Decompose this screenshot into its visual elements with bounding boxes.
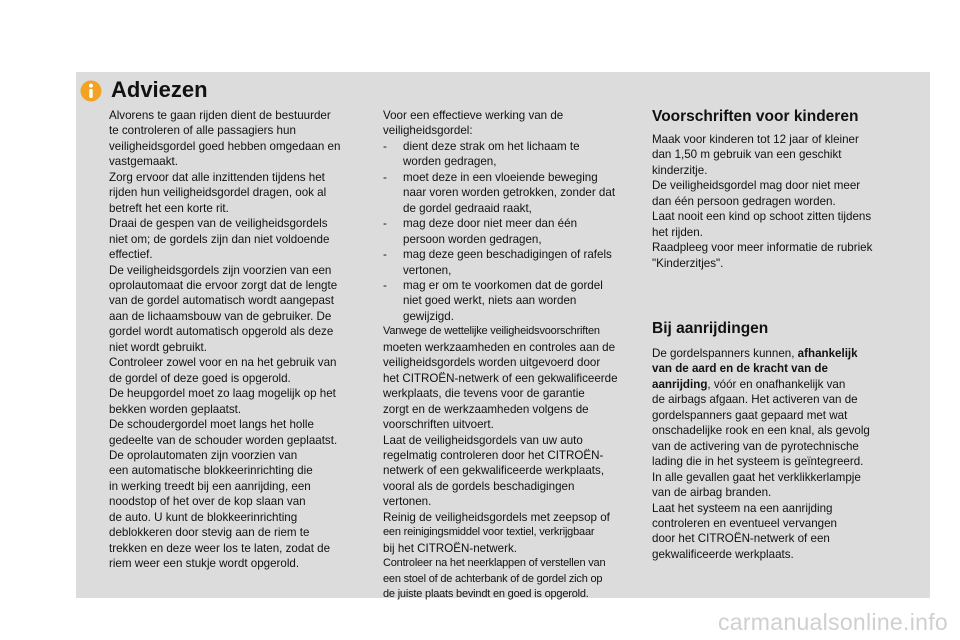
column-effective-use [383, 108, 639, 603]
text-line: vertonen. [383, 495, 432, 509]
section-title-collisions: Bij aanrijdingen [652, 320, 769, 337]
text-line: niet wordt gebruikt. [109, 340, 207, 354]
text-line: Zorg ervoor dat alle inzittenden tijdens het [109, 170, 325, 184]
text-line: veiligheidsgordel: [383, 124, 473, 138]
text-line: mag deze door niet meer dan één [403, 217, 578, 231]
text-line: het rijden. [652, 225, 703, 239]
text-line: netwerk of een gekwalificeerde werkplaats, [383, 464, 605, 478]
text-line: regelmatig controleren door het CITROËN- [383, 448, 604, 462]
text-line: lading die in het systeem is geïntegreerd. [652, 455, 864, 469]
text-line: moet deze in een vloeiende beweging [403, 170, 598, 184]
column-general-advice [109, 108, 371, 572]
text-line: de auto. U kunt de blokkeerinrichting [109, 510, 298, 524]
text-line: van de activering van de pyrotechnische [652, 439, 859, 453]
bold-text: afhankelijk [797, 347, 858, 360]
text-line: moeten werkzaamheden en controles aan de [383, 340, 616, 354]
info-icon [80, 80, 102, 102]
text-line: Reinig de veiligheidsgordels met zeepsop of [383, 510, 610, 524]
section-title-children: Voorschriften voor kinderen [652, 108, 859, 125]
watermark: carmanualsonline.info [717, 609, 948, 635]
text-line: rijden hun veiligheidsgordel dragen, ook al [109, 186, 327, 200]
text-line: Raadpleeg voor meer informatie de rubriek [652, 241, 873, 255]
text-line: persoon worden gedragen, [403, 232, 542, 246]
text-line [652, 346, 912, 361]
list-item [383, 170, 639, 216]
text-line: gekwalificeerde werkplaats. [652, 547, 794, 561]
text-line: niet om; de gordels zijn dan niet voldoende [109, 232, 330, 246]
text-line: niet goed werkt, niets aan worden [403, 294, 577, 308]
bold-text: aanrijding [652, 377, 708, 391]
text-line: riem weer een stukje wordt opgerold. [109, 557, 300, 571]
list-dash: - [383, 217, 387, 231]
text-line: De veiligheidsgordels zijn voorzien van een [109, 263, 332, 277]
text-line: De heupgordel moet zo laag mogelijk op het [109, 387, 336, 401]
text-line: Alvorens te gaan rijden dient de bestuurder [109, 109, 331, 122]
text-line: van de gordel automatisch wordt aangepast [109, 294, 334, 308]
text-line: de juiste plaats bevindt en goed is opgerold. [383, 588, 589, 601]
text-line: bekken worden geplaatst. [109, 402, 242, 416]
text-line: de gordel of deze goed is opgerold. [109, 371, 291, 385]
text-line: Laat het systeem na een aanrijding [652, 501, 833, 515]
text-line: in werking treedt bij een aanrijding, een [109, 479, 311, 493]
text-line: van de airbag branden. [652, 486, 772, 500]
list-item [383, 216, 639, 247]
text-line: De schoudergordel moet langs het holle [109, 418, 314, 432]
page-title: Adviezen [111, 77, 208, 102]
text-line: werkplaats, die tevens voor de garantie [383, 387, 585, 401]
list-item [383, 278, 639, 324]
text-line: dient deze strak om het lichaam te [403, 139, 580, 153]
text-line [652, 361, 912, 376]
text-line: gedeelte van de schouder worden geplaatst. [109, 433, 338, 447]
text-line: voorschriften uitvoert. [383, 418, 494, 432]
text-line: Laat de veiligheidsgordels van uw auto [383, 433, 583, 447]
text-line: de gordel gedraaid raakt, [403, 201, 532, 215]
text-line: een reinigingsmiddel voor textiel, verkrijgbaar [383, 526, 595, 539]
bold-text: van de aard en de kracht van de [652, 362, 828, 376]
text-line: vertonen, [403, 263, 452, 277]
list-item [383, 247, 639, 278]
text-line: vooral als de gordels beschadigingen [383, 479, 575, 493]
text-line: kinderzitje. [652, 163, 708, 177]
column-children-rules [652, 132, 912, 271]
text-line: "Kinderzitjes". [652, 256, 724, 270]
text-line: vastgemaakt. [109, 155, 178, 169]
text-line: trekken en deze weer los te laten, zodat de [109, 541, 331, 555]
text-line: dan 1,50 m gebruik van een geschikt [652, 148, 842, 162]
text-line: de airbags afgaan. Het activeren van de [652, 393, 858, 407]
text-line: Draai de gespen van de veiligheidsgordels [109, 217, 328, 231]
list-dash: - [383, 139, 387, 153]
list-dash: - [383, 248, 387, 262]
text-line: het CITROËN-netwerk of een gekwalificeerde [383, 371, 618, 385]
text-line: naar voren worden getrokken, zonder dat [403, 186, 616, 200]
text-line: controleren en eventueel vervangen [652, 516, 837, 530]
text-line: De veiligheidsgordel mag door niet meer [652, 179, 861, 193]
text-line: noodstop of het over de kop slaan van [109, 495, 306, 509]
text-line: gordel wordt automatisch opgerold als deze [109, 325, 334, 339]
text-line: bij het CITROËN-netwerk. [383, 541, 518, 555]
text-run: , vóór en onafhankelijk van [707, 377, 846, 391]
text-line: deblokkeren door stevig aan de riem te [109, 526, 310, 540]
text-line: Vanwege de wettelijke veiligheidsvoorschriften [383, 325, 600, 338]
text-line: Laat nooit een kind op schoot zitten tijdens [652, 210, 872, 224]
text-line: veiligheidsgordel goed hebben omgedaan en [109, 139, 341, 153]
text-line: een stoel of de achterbank of de gordel zich op [383, 572, 603, 585]
text-line: zorgt en de werkzaamheden volgens de [383, 402, 589, 416]
text-line: betreft het een korte rit. [109, 201, 229, 215]
text-line: In alle gevallen gaat het verklikkerlampje [652, 470, 861, 484]
text-line: De oprolautomaten zijn voorzien van [109, 448, 298, 462]
text-line [652, 377, 912, 392]
text-line: oprolautomaat die ervoor zorgt dat de lengte [109, 278, 338, 292]
text-line: dan één persoon gedragen worden. [652, 194, 836, 208]
column-collisions [652, 346, 912, 562]
text-line: veiligheidsgordels worden uitgevoerd door [383, 356, 601, 370]
text-line: onschadelijke rook en een knal, als gevolg [652, 424, 870, 438]
text-line: mag deze geen beschadigingen of rafels [403, 248, 612, 262]
text-line: mag er om te voorkomen dat de gordel [403, 278, 603, 292]
list-item [383, 139, 639, 170]
text-line: aan de lichaamsbouw van de gebruiker. De [109, 309, 332, 323]
text-line: Controleer zowel voor en na het gebruik van [109, 356, 337, 370]
text-line: door het CITROËN-netwerk of een [652, 532, 830, 546]
text-line: gewijzigd. [403, 309, 454, 323]
text-line: effectief. [109, 248, 153, 262]
text-line: gordelspanners gaat gepaard met wat [652, 408, 848, 422]
list-dash: - [383, 278, 387, 292]
text-line: Controleer na het neerklappen of verstellen van [383, 557, 606, 570]
text-line: te controleren of alle passagiers hun [109, 124, 296, 138]
text-line: Maak voor kinderen tot 12 jaar of kleiner [652, 133, 859, 146]
text-line: worden gedragen, [403, 155, 497, 169]
text-line: een automatische blokkeerinrichting die [109, 464, 313, 478]
list-dash: - [383, 170, 387, 184]
text-run: De gordelspanners kunnen, [652, 347, 798, 360]
text-line: Voor een effectieve werking van de [383, 109, 564, 122]
